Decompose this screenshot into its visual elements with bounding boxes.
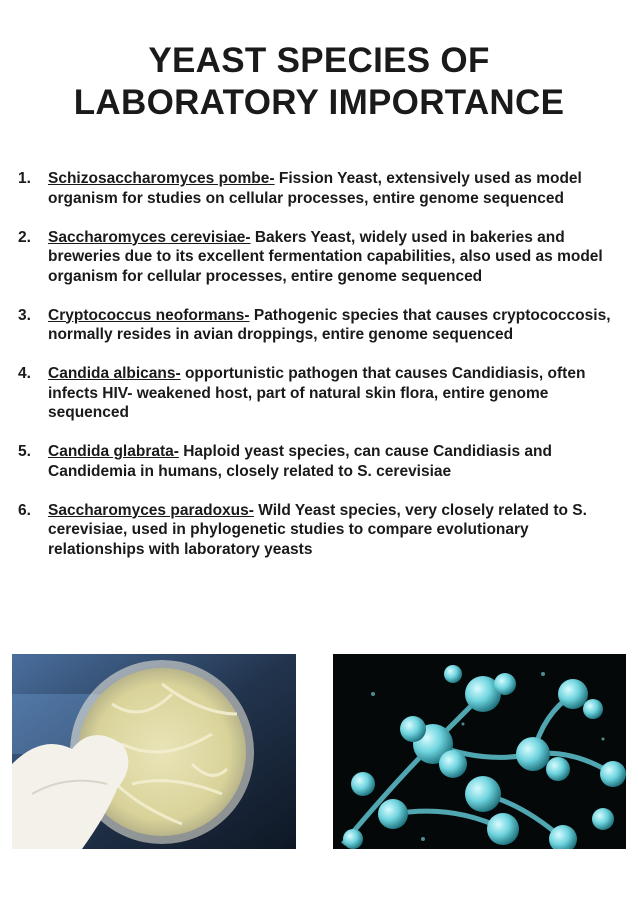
- list-item: [18, 169, 628, 208]
- page-title: [0, 40, 638, 124]
- yeast-cells-icon: [333, 654, 626, 849]
- list-item: [18, 501, 628, 560]
- species-name: Saccharomyces paradoxus-: [48, 501, 254, 519]
- list-item: [18, 228, 628, 287]
- item-number: 4.: [18, 365, 31, 382]
- species-name: Candida albicans-: [48, 365, 181, 382]
- petri-dish-icon: [12, 654, 296, 849]
- page-title-line-2: LABORATORY IMPORTANCE: [73, 83, 565, 122]
- list-item: [18, 442, 628, 481]
- item-number: 3.: [18, 306, 31, 324]
- image-row: [0, 654, 638, 849]
- species-description: Bakers Yeast, widely used in bakeries and breweries due to its excellent fermentation capabilities, also used as model organism for cellular processes, entire genome sequenced: [48, 228, 603, 285]
- species-description: Haploid yeast species, can cause Candidiasis and Candidemia in humans, closely related to S. cerevisiae: [48, 443, 552, 480]
- species-description: Pathogenic species that causes cryptococcosis, normally resides in avian droppings, entire genome sequenced: [48, 306, 611, 343]
- species-name: Saccharomyces cerevisiae-: [48, 228, 251, 246]
- species-name: Candida glabrata-: [48, 443, 179, 460]
- species-name: Schizosaccharomyces pombe-: [48, 170, 275, 187]
- item-number: 2.: [18, 228, 31, 246]
- item-number: 6.: [18, 501, 31, 519]
- item-number: 1.: [18, 170, 31, 187]
- page-title-line-1: YEAST SPECIES OF: [148, 41, 490, 80]
- yeast-cells-illustration: [333, 654, 626, 849]
- species-list: [18, 169, 628, 579]
- petri-dish-photo: [12, 654, 296, 849]
- species-description: Wild Yeast species, very closely related to S. cerevisiae, used in phylogenetic studies to compare evolutionary relationships with laboratory yeasts: [48, 501, 587, 558]
- species-name: Cryptococcus neoformans-: [48, 306, 250, 324]
- species-description: opportunistic pathogen that causes Candidiasis, often infects HIV- weakened host, part of natural skin flora, entire genome sequenced: [48, 365, 586, 421]
- list-item: [18, 306, 628, 345]
- species-description: Fission Yeast, extensively used as model organism for studies on cellular processes, entire genome sequenced: [48, 170, 582, 207]
- item-number: 5.: [18, 443, 31, 460]
- list-item: [18, 364, 628, 423]
